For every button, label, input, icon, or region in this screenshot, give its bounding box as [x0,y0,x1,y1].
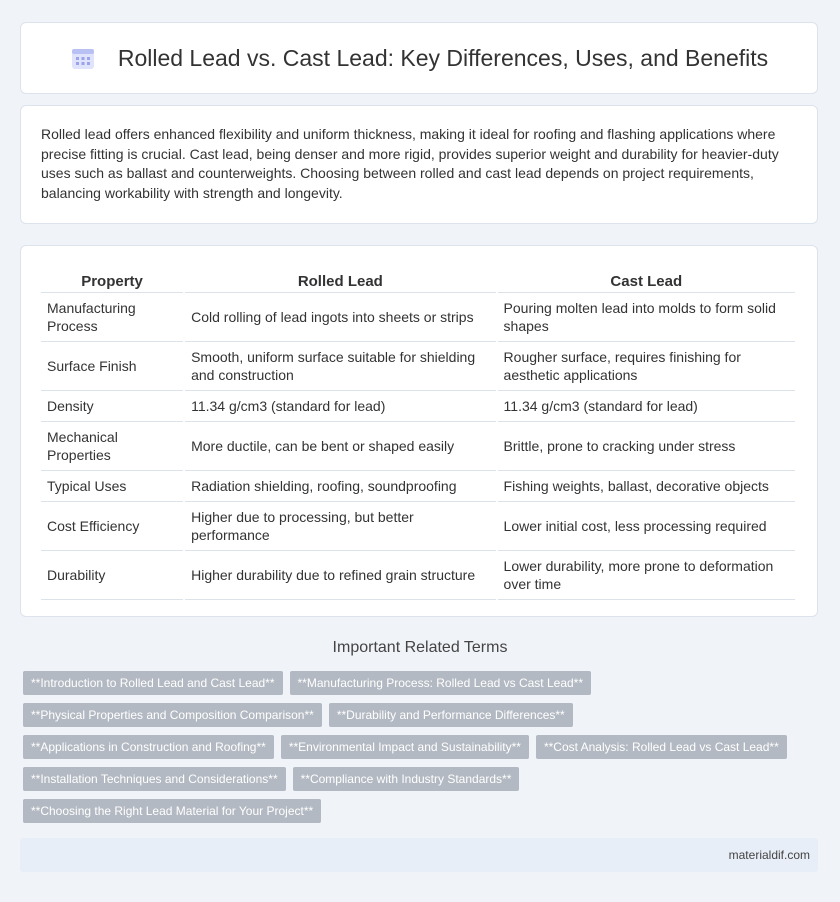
cell-rolled: Smooth, uniform surface suitable for shielding and construction [185,342,495,391]
table-row [41,293,795,342]
cell-rolled: 11.34 g/cm3 (standard for lead) [185,391,495,422]
cell-cast: 11.34 g/cm3 (standard for lead) [498,391,795,422]
site-link[interactable]: materialdif.com [728,848,810,862]
related-tag[interactable]: **Introduction to Rolled Lead and Cast Lead** [23,671,283,695]
related-tag[interactable]: **Choosing the Right Lead Material for Your Project** [23,799,321,823]
header-property: Property [41,263,183,293]
cell-cast: Rougher surface, requires finishing for aesthetic applications [498,342,795,391]
cell-cast: Lower initial cost, less processing required [498,502,795,551]
cell-rolled: Cold rolling of lead ingots into sheets or strips [185,293,495,342]
intro-paragraph: Rolled lead offers enhanced flexibility and uniform thickness, making it ideal for roofing and flashing applications where precise fitting is crucial. Cast lead, being denser and more rigid, provides superior weight and durability for heavier-duty uses such as ballast and counterweights. Choosing between rolled and cast lead depends on project requirements, balancing workability with strength and longevity. [41,126,779,201]
intro-card [20,105,818,224]
cell-rolled: Higher durability due to refined grain structure [185,551,495,600]
header-rolled-lead: Rolled Lead [185,263,495,293]
table-row [41,391,795,422]
cell-property: Cost Efficiency [41,502,183,551]
cell-cast: Lower durability, more prone to deformation over time [498,551,795,600]
related-tag[interactable]: **Compliance with Industry Standards** [293,767,520,791]
calendar-grid-icon [70,45,96,71]
cell-rolled: Higher due to processing, but better performance [185,502,495,551]
related-tag[interactable]: **Installation Techniques and Considerations** [23,767,286,791]
cell-property: Manufacturing Process [41,293,183,342]
related-terms-tags [23,671,813,831]
cell-property: Surface Finish [41,342,183,391]
related-terms-title: Important Related Terms [332,639,508,656]
related-tag[interactable]: **Cost Analysis: Rolled Lead vs Cast Lead** [536,735,787,759]
cell-property: Mechanical Properties [41,422,183,471]
cell-cast: Fishing weights, ballast, decorative objects [498,471,795,502]
related-tag[interactable]: **Durability and Performance Differences** [329,703,573,727]
footer [20,838,818,872]
cell-property: Durability [41,551,183,600]
page-title: Rolled Lead vs. Cast Lead: Key Differences, Uses, and Benefits [117,44,769,71]
table-row [41,342,795,391]
table-row [41,422,795,471]
comparison-table-card [20,245,818,617]
cell-property: Density [41,391,183,422]
related-tag[interactable]: **Physical Properties and Composition Comparison** [23,703,322,727]
related-tag[interactable]: **Environmental Impact and Sustainability** [281,735,529,759]
related-tag[interactable]: **Applications in Construction and Roofing** [23,735,274,759]
cell-cast: Brittle, prone to cracking under stress [498,422,795,471]
header-cast-lead: Cast Lead [498,263,795,293]
table-row [41,502,795,551]
title-card [20,22,818,94]
cell-property: Typical Uses [41,471,183,502]
cell-rolled: Radiation shielding, roofing, soundproofing [185,471,495,502]
related-tag[interactable]: **Manufacturing Process: Rolled Lead vs Cast Lead** [290,671,592,695]
table-row [41,471,795,502]
cell-rolled: More ductile, can be bent or shaped easily [185,422,495,471]
table-row [41,551,795,600]
comparison-table [39,263,797,600]
cell-cast: Pouring molten lead into molds to form solid shapes [498,293,795,342]
